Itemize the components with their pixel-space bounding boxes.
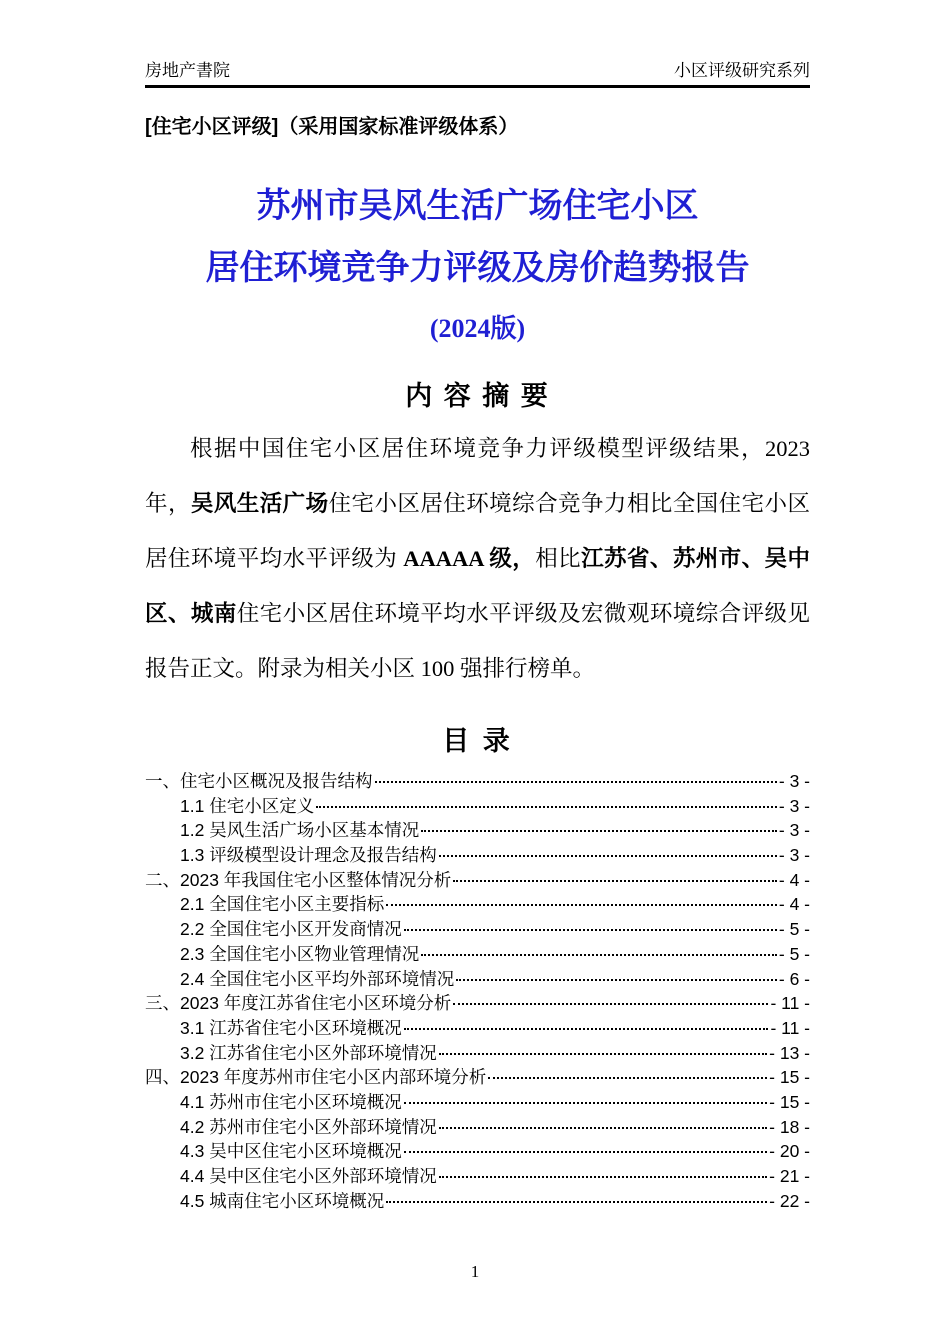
header-right-label: 小区评级研究系列 <box>674 61 810 80</box>
toc-entry: 4.2 苏州市住宅小区外部环境情况 - 18 - <box>145 1115 810 1140</box>
toc-page-number: - 3 - <box>778 771 810 791</box>
dot-leader <box>386 1201 767 1203</box>
toc-page-number: - 15 - <box>769 1067 810 1088</box>
page-header <box>145 60 810 82</box>
dot-leader <box>453 880 777 882</box>
summary-text: 住宅小区居住环境平均水平评级及宏微观环境综合评级见报告正文。附录为相关小区 100 强排行榜单。 <box>145 601 810 681</box>
dot-leader <box>386 904 777 906</box>
header-divider <box>145 85 810 88</box>
toc-entry: 1.2 吴风生活广场小区基本情况 - 3 - <box>145 818 810 843</box>
header-left-label: 房地产書院 <box>145 61 230 80</box>
toc-entry: 四、2023 年度苏州市住宅小区内部环境分析 - 15 - <box>145 1065 810 1090</box>
dot-leader <box>421 830 777 832</box>
dot-leader <box>404 1102 767 1104</box>
table-of-contents <box>145 769 810 1213</box>
toc-page-number: - 21 - <box>769 1166 810 1186</box>
dot-leader <box>404 929 777 931</box>
toc-page-number: - 6 - <box>778 968 810 989</box>
dot-leader <box>404 1151 767 1153</box>
dot-leader <box>439 1053 767 1055</box>
dot-leader <box>375 781 777 783</box>
toc-page-number: - 3 - <box>778 820 810 841</box>
toc-page-number: - 13 - <box>769 1042 810 1063</box>
summary-bold-regions: 江苏省、苏州市、吴中区、城南 <box>145 546 810 626</box>
rating-system-note: [住宅小区评级]（采用国家标准评级体系） <box>145 116 519 138</box>
toc-entry: 2.3 全国住宅小区物业管理情况 - 5 - <box>145 942 810 967</box>
toc-page-number: - 11 - <box>770 1017 810 1038</box>
toc-entry: 3.1 江苏省住宅小区环境概况 - 11 - <box>145 1016 810 1041</box>
dot-leader <box>456 979 777 981</box>
dot-leader <box>404 1028 769 1030</box>
summary-bold-rating: AAAAA 级， <box>403 546 536 571</box>
summary-bold-community-name: 吴风生活广场 <box>190 491 329 516</box>
toc-entry: 一、住宅小区概况及报告结构 - 3 - <box>145 769 810 794</box>
toc-page-number: - 3 - <box>778 795 810 816</box>
summary-text: 相比 <box>535 546 582 571</box>
toc-page-number: - 4 - <box>778 869 810 890</box>
toc-page-number: - 22 - <box>769 1190 810 1211</box>
dot-leader <box>439 1176 767 1178</box>
dot-leader <box>488 1077 767 1079</box>
toc-page-number: - 3 - <box>778 845 810 866</box>
title-line-1: 苏州市吴风生活广场住宅小区 <box>256 188 699 225</box>
toc-entry: 4.3 吴中区住宅小区环境概况 - 20 - <box>145 1139 810 1164</box>
summary-text: 根据中国住宅小区居住环境竞争力评级模型评级结果，2023 年， <box>145 436 810 516</box>
toc-entry: 三、2023 年度江苏省住宅小区环境分析 - 11 - <box>145 991 810 1016</box>
document-title <box>145 183 810 347</box>
summary-text: 住宅小区居住环境综合竞争力相比全国住宅小区居住环境平均水平评级为 <box>145 491 810 571</box>
toc-heading: 目 录 <box>442 726 513 756</box>
summary-heading: 内 容 摘 要 <box>405 381 550 411</box>
toc-page-number: - 4 - <box>778 894 810 915</box>
summary-paragraph <box>145 421 810 696</box>
footer-page-number: 1 <box>470 1262 480 1281</box>
toc-entry: 1.3 评级模型设计理念及报告结构 - 3 - <box>145 843 810 868</box>
toc-entry: 1.1 住宅小区定义 - 3 - <box>145 794 810 819</box>
toc-page-number: - 5 - <box>778 943 810 964</box>
toc-page-number: - 11 - <box>770 993 810 1014</box>
toc-entry: 2.2 全国住宅小区开发商情况 - 5 - <box>145 917 810 942</box>
dot-leader <box>439 855 777 857</box>
dot-leader <box>316 806 777 808</box>
toc-entry: 4.1 苏州市住宅小区环境概况 - 15 - <box>145 1090 810 1115</box>
toc-page-number: - 20 - <box>769 1141 810 1162</box>
toc-entry: 2.1 全国住宅小区主要指标 - 4 - <box>145 892 810 917</box>
title-line-2: 居住环境竞争力评级及房价趋势报告 <box>205 250 750 287</box>
title-edition: (2024版) <box>429 314 526 343</box>
dot-leader <box>453 1003 768 1005</box>
toc-entry: 4.4 吴中区住宅小区外部环境情况 - 21 - <box>145 1164 810 1189</box>
toc-entry: 2.4 全国住宅小区平均外部环境情况 - 6 - <box>145 967 810 992</box>
toc-entry: 4.5 城南住宅小区环境概况 - 22 - <box>145 1189 810 1214</box>
toc-page-number: - 18 - <box>769 1116 810 1137</box>
toc-page-number: - 15 - <box>769 1091 810 1112</box>
toc-entry: 3.2 江苏省住宅小区外部环境情况 - 13 - <box>145 1041 810 1066</box>
toc-entry: 二、2023 年我国住宅小区整体情况分析 - 4 - <box>145 868 810 893</box>
dot-leader <box>421 954 777 956</box>
dot-leader <box>439 1127 767 1129</box>
toc-page-number: - 5 - <box>778 919 810 940</box>
